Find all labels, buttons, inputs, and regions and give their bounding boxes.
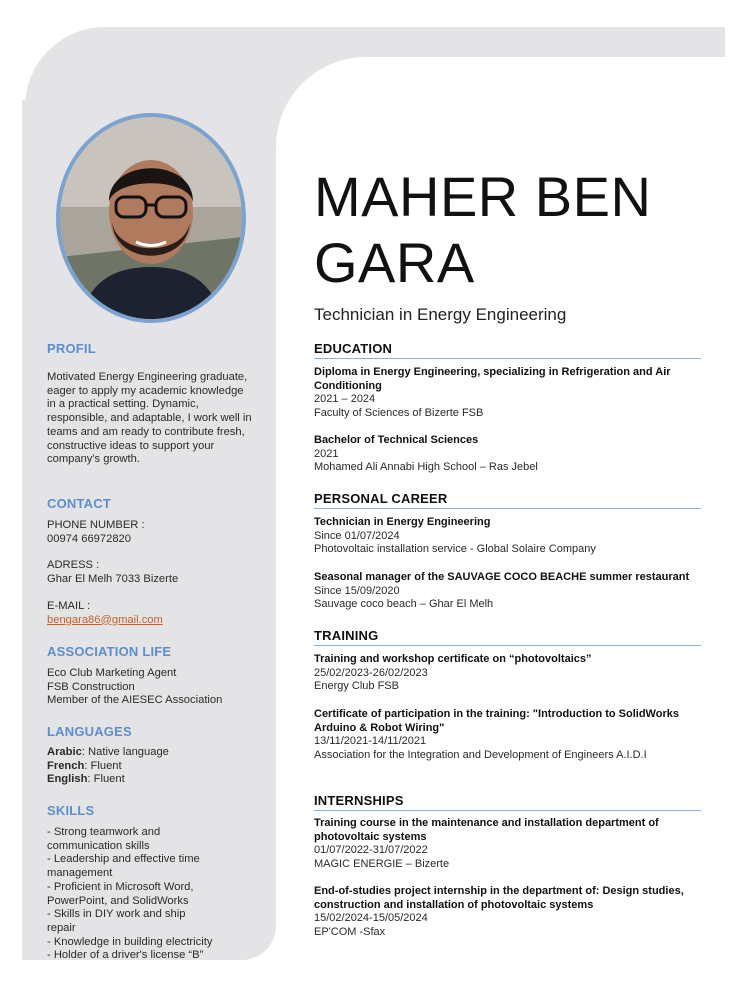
contact-heading: CONTACT (47, 496, 111, 511)
skill-item: - Leadership and effective time management (47, 853, 200, 880)
job-title: Technician in Energy Engineering (314, 305, 567, 324)
language-level: : Fluent (84, 759, 122, 772)
association-heading: ASSOCIATION LIFE (47, 644, 172, 659)
profile-text (47, 371, 252, 467)
education-heading: EDUCATION (314, 341, 701, 359)
profile-paragraph: Motivated Energy Engineering graduate, eager to apply my academic knowledge in a practical setting. Dynamic, responsible, and adaptable, I work well in teams and am ready to contribute fresh, constructive ideas to support your company's growth. (47, 371, 252, 466)
profile-photo (56, 113, 246, 323)
entry-date: 15/02/2024-15/05/2024 (314, 912, 428, 924)
entry-title: Diploma in Energy Engineering, specializing in Refrigeration and Air Conditioning (314, 366, 671, 392)
association-item: Eco Club Marketing Agent (47, 667, 177, 679)
entry-date: 01/07/2022-31/07/2022 (314, 844, 428, 856)
skill-item: - Holder of a driver's license “B” (47, 949, 204, 962)
skill-item: - Skills in DIY work and ship repair (47, 908, 186, 934)
contact-block (47, 519, 252, 627)
entry-date: 2021 – 2024 (314, 393, 376, 405)
entry-date: 25/02/2023-26/02/2023 (314, 666, 428, 679)
training-entry (314, 708, 704, 762)
internship-entry (314, 817, 704, 871)
languages-list (47, 746, 252, 787)
language-name: Arabic (47, 746, 82, 758)
entry-title: Seasonal manager of the SAUVAGE COCO BEACHE summer restaurant (314, 571, 690, 583)
entry-title: Training and workshop certificate on “photovoltaics” (314, 653, 592, 665)
training-heading: TRAINING (314, 628, 701, 646)
entry-place: Sauvage coco beach – Ghar El Melh (314, 598, 494, 610)
skill-item: - Strong teamwork and communication skills (47, 826, 161, 852)
language-item (47, 746, 252, 760)
entry-place: Mohamed Ali Annabi High School – Ras Jebel (314, 461, 538, 473)
entry-place: Photovoltaic installation service - Global Solaire Company (314, 543, 596, 555)
entry-place: MAGIC ENERGIE – Bizerte (314, 857, 450, 870)
entry-date: Since 15/09/2020 (314, 584, 400, 597)
entry-title: Technician in Energy Engineering (314, 516, 491, 528)
entry-title: Certificate of participation in the training: "Introduction to SolidWorks Arduino & Robot Wiring" (314, 708, 679, 734)
email-link[interactable]: bengara86@gmail.com (47, 613, 163, 626)
career-entry (314, 571, 704, 612)
career-heading: PERSONAL CAREER (314, 491, 701, 509)
phone-label: PHONE NUMBER : (47, 519, 145, 531)
entry-place: Association for the Integration and Development of Engineers A.I.D.I (314, 748, 647, 761)
profile-heading: PROFIL (47, 341, 96, 356)
entry-date: Since 01/07/2024 (314, 529, 400, 542)
phone-value: 00974 66972820 (47, 532, 131, 545)
entry-title: Bachelor of Technical Sciences (314, 434, 479, 446)
email-label: E-MAIL : (47, 599, 91, 612)
entry-title: Training course in the maintenance and installation department of photovoltaic systems (314, 817, 659, 843)
language-level: : Fluent (87, 773, 125, 786)
skill-item: - Proficient in Microsoft Word, PowerPoint, and SolidWorks (47, 880, 194, 907)
association-item: Member of the AIESEC Association (47, 694, 223, 707)
address-value: Ghar El Melh 7033 Bizerte (47, 573, 179, 586)
association-item: FSB Construction (47, 680, 135, 693)
candidate-name: MAHER BEN GARA (314, 165, 652, 294)
language-level: : Native language (81, 746, 169, 758)
association-list (47, 667, 252, 708)
language-item (47, 760, 252, 774)
skills-list (47, 826, 217, 963)
languages-heading: LANGUAGES (47, 724, 132, 739)
internships-heading: INTERNSHIPS (314, 793, 701, 811)
language-name: English (47, 773, 88, 786)
entry-title: End-of-studies project internship in the department of: Design studies, construction and installation of photovoltaic systems (314, 885, 684, 911)
education-entry (314, 366, 704, 420)
entry-place: EP'COM -Sfax (314, 925, 386, 938)
skill-item: - Knowledge in building electricity (47, 935, 213, 948)
education-entry (314, 434, 704, 475)
entry-place: Faculty of Sciences of Bizerte FSB (314, 406, 484, 419)
training-entry (314, 653, 704, 694)
language-item (47, 773, 252, 787)
entry-place: Energy Club FSB (314, 680, 399, 692)
entry-date: 2021 (314, 447, 339, 460)
career-entry (314, 516, 704, 557)
skills-heading: SKILLS (47, 803, 95, 818)
language-name: French (47, 759, 85, 772)
portrait-illustration (60, 117, 242, 319)
address-label: ADRESS : (47, 559, 100, 572)
internship-entry (314, 885, 704, 939)
entry-date: 13/11/2021-14/11/2021 (314, 735, 427, 747)
